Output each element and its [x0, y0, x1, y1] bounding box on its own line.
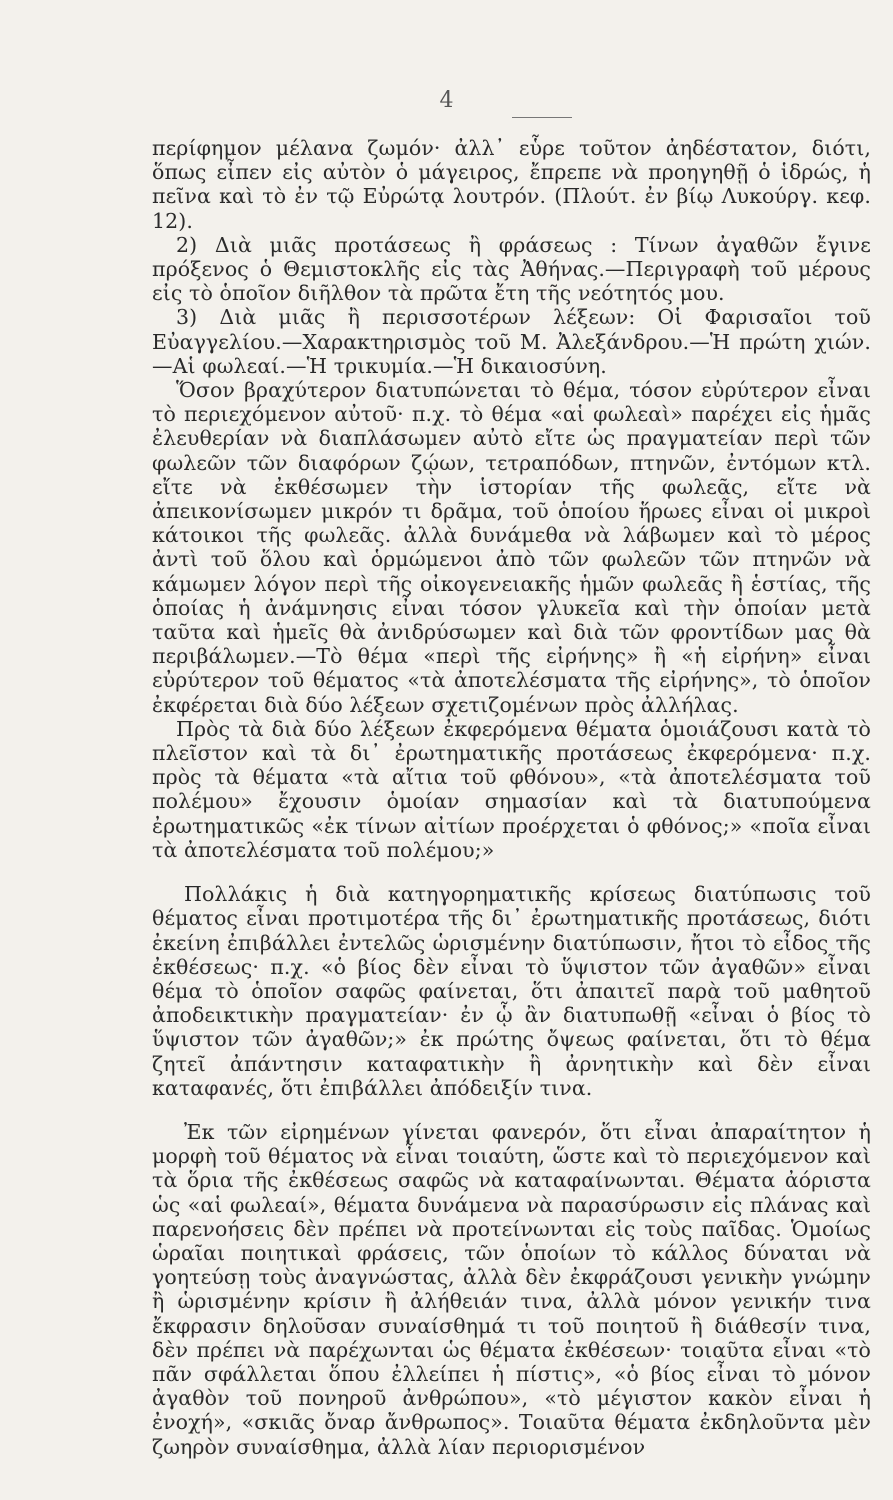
page-body — [152, 136, 871, 1459]
paragraph-questions: Πρὸς τὰ διὰ δύο λέξεων ἐκφερόμενα θέματα ὁμοιάζουσι κατὰ τὸ πλεῖστον καὶ τὰ δι᾽ ἐρωτηματικῆς προτάσεως ἐκφερόμενα· π.χ. πρὸς τὰ θέματα «τὰ αἴτια τοῦ φθόνου», «τὰ ἀποτελέσματα τοῦ πολέμου» ἔχουσιν ὁμοίαν σημασίαν καὶ τὰ διατυπούμενα ἐρωτηματικῶς «ἐκ τίνων αἰτίων προέρχεται ὁ φθόνος;» «ποῖα εἶναι τὰ ἀποτελέσματα τοῦ πολέμου;» — [152, 716, 871, 862]
paragraph-brevity: Ὅσον βραχύτερον διατυπώνεται τὸ θέμα, τόσον εὐρύτερον εἶναι τὸ περιεχόμενον αὐτοῦ· π.χ. τὸ θέμα «αἱ φωλεαὶ» παρέχει εἰς ἡμᾶς ἐλευθερίαν νὰ διαπλάσωμεν αὐτὸ εἴτε ὡς πραγματείαν περὶ τῶν φωλεῶν τῶν διαφόρων ζῴων, τετραπόδων, πτηνῶν, ἐντόμων κτλ. εἴτε νὰ ἐκθέσωμεν τὴν ἱστορίαν τῆς φωλεᾶς, εἴτε νὰ ἀπεικονίσωμεν μικρόν τι δρᾶμα, τοῦ ὁποίου ἥρωες εἶναι οἱ μικροὶ κάτοικοι τῆς φωλεᾶς. ἀλλὰ δυνάμεθα νὰ λάβωμεν καὶ τὸ μέρος ἀντὶ τοῦ ὅλου καὶ ὁρμώμενοι ἀπὸ τῶν φωλεῶν τῶν πτηνῶν νὰ κάμωμεν λόγον περὶ τῆς οἰκογενειακῆς ἡμῶν φωλεᾶς ἢ ἑστίας, τῆς ὁποίας ἡ ἀνάμνησις εἶναι τόσον γλυκεῖα καὶ τὴν ὁποίαν μετὰ ταῦτα καὶ ἡμεῖς θὰ ἀνιδρύσωμεν καὶ διὰ τῶν φροντίδων μας θὰ περιβάλωμεν.—Τὸ θέμα «περὶ τῆς εἰρήνης» ἢ «ἡ εἰρήνη» εἶναι εὐρύτερον τοῦ θέματος «τὰ ἀποτελέσματα τῆς εἰρήνης», τὸ ὁποῖον ἐκφέρεται διὰ δύο λέξεων σχετιζομένων πρὸς ἀλλήλας. — [152, 378, 871, 717]
paragraph-conclusion: Ἐκ τῶν εἰρημένων γίνεται φανερόν, ὅτι εἶναι ἀπαραίτητον ἡ μορφὴ τοῦ θέματος νὰ εἶναι τοιαύτη, ὥστε καὶ τὸ περιεχόμενον καὶ τὰ ὅρια τῆς ἐκθέσεως σαφῶς νὰ καταφαίνωνται. Θέματα ἀόριστα ὡς «αἱ φωλεαί», θέματα δυνάμενα νὰ παρασύρωσιν εἰς πλάνας καὶ παρενοήσεις δὲν πρέπει νὰ προτείνωνται εἰς τοὺς παῖδας. Ὁμοίως ὡραῖαι ποιητικαὶ φράσεις, τῶν ὁποίων τὸ κάλλος δύναται νὰ γοητεύσῃ τοὺς ἀναγνώστας, ἀλλὰ δὲν ἐκφράζουσι γενικὴν γνώμην ἢ ὡρισμένην κρίσιν ἢ ἀλήθειάν τινα, ἀλλὰ μόνον γενικήν τινα ἔκφρασιν δηλοῦσαν συναίσθημά τι τοῦ ποιητοῦ ἢ διάθεσίν τινα, δὲν πρέπει νὰ παρέχωνται ὡς θέματα ἐκθέσεων· τοιαῦτα εἶναι «τὸ πᾶν σφάλλεται ὅπου ἐλλείπει ἡ πίστις», «ὁ βίος εἶναι τὸ μόνον ἀγαθὸν τοῦ πονηροῦ ἀνθρώπου», «τὸ μέγιστον κακὸν εἶναι ἡ ἐνοχή», «σκιᾶς ὄναρ ἄνθρωπος». Τοιαῦτα θέματα ἐκδηλοῦντα μὲν ζωηρὸν συναίσθημα, ἀλλὰ λίαν περιορισμένον — [152, 1119, 871, 1459]
paragraph-example-2: 2) Διὰ μιᾶς προτάσεως ἢ φράσεως : Τίνων ἀγαθῶν ἔγινε πρόξενος ὁ Θεμιστοκλῆς εἰς τὰς Ἀθήνας.—Περιγραφὴ τοῦ μέρους εἰς τὸ ὁποῖον διῆλθον τὰ πρῶτα ἔτη τῆς νεότητός μου. — [152, 232, 871, 306]
paragraph-example-3: 3) Διὰ μιᾶς ἢ περισσοτέρων λέξεων: Οἱ Φαρισαῖοι τοῦ Εὐαγγελίου.—Χαρακτηρισμὸς τοῦ Μ. Ἀλεξάνδρου.—Ἡ πρώτη χιών.—Αἱ φωλεαί.—Ἡ τρικυμία.—Ἡ δικαιοσύνη. — [152, 305, 871, 378]
page-number: 4 — [439, 88, 454, 113]
page-number-rule — [512, 117, 572, 118]
paragraph-categorical: Πολλάκις ἡ διὰ κατηγορηματικῆς κρίσεως διατύπωσις τοῦ θέματος εἶναι προτιμοτέρα τῆς δι᾽ ἐρωτηματικῆς προτάσεως, διότι ἐκείνη ἐπιβάλλει ἐντελῶς ὡρισμένην διατύπωσιν, ἤτοι τὸ εἶδος τῆς ἐκθέσεως· π.χ. «ὁ βίος δὲν εἶναι τὸ ὕψιστον τῶν ἀγαθῶν» εἶναι θέμα τὸ ὁποῖον σαφῶς φαίνεται, ὅτι ἀπαιτεῖ παρὰ τοῦ μαθητοῦ ἀποδεικτικὴν πραγματείαν· ἐν ᾧ ἂν διατυπωθῇ «εἶναι ὁ βίος τὸ ὕψιστον τῶν ἀγαθῶν;» ἐκ πρώτης ὄψεως φαίνεται, ὅτι τὸ θέμα ζητεῖ ἀπάντησιν καταφατικὴν ἢ ἀρνητικὴν καὶ δὲν εἶναι καταφανές, ὅτι ἐπιβάλλει ἀπόδειξίν τινα. — [152, 882, 871, 1100]
paragraph-continuation: περίφημον μέλανα ζωμόν· ἀλλ᾽ εὗρε τοῦτον ἀηδέστατον, διότι, ὅπως εἶπεν εἰς αὐτὸν ὁ μάγειρος, ἔπρεπε νὰ προηγηθῇ ὁ ἱδρώς, ἡ πεῖνα καὶ τὸ ἐν τῷ Εὐρώτᾳ λουτρόν. (Πλούτ. ἐν βίῳ Λυκούργ. κεφ. 12). — [152, 136, 871, 233]
